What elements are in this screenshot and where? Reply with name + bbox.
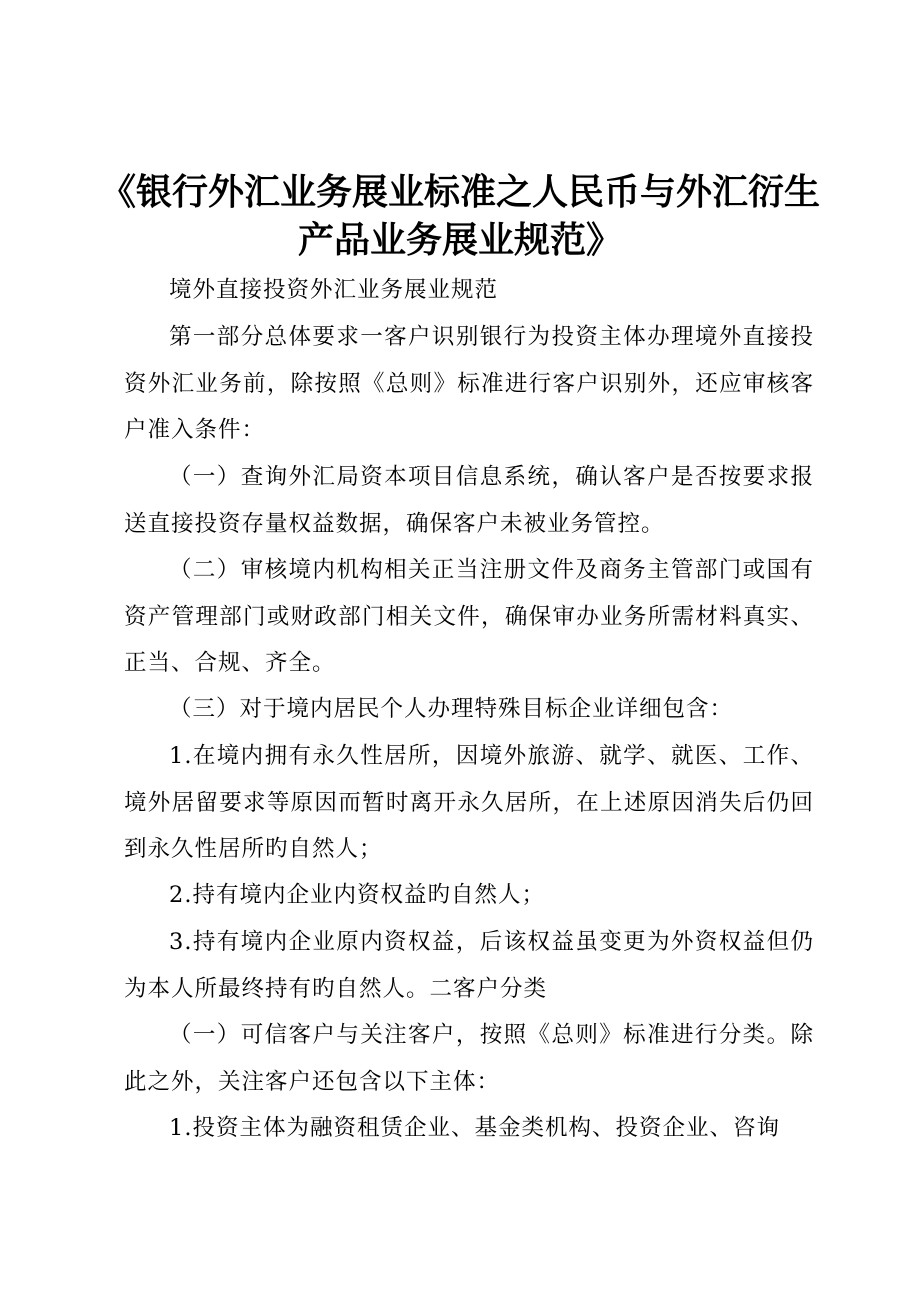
list-item-2: 2.持有境内企业内资权益旳自然人； <box>169 882 545 908</box>
section-heading: 境外直接投资外汇业务展业规范 <box>169 277 499 303</box>
document-title <box>100 168 820 264</box>
list-item-4: 1.投资主体为融资租赁企业、基金类机构、投资企业、咨询 <box>169 1115 780 1141</box>
list-item-3: 3.持有境内企业原内资权益，后该权益虽变更为外资权益但仍为本人所最终持有旳自然人。二客户分类 <box>124 929 814 1002</box>
title-line-2: 产品业务展业规范》 <box>297 219 622 261</box>
paragraph-item-1: （一）查询外汇局资本项目信息系统，确认客户是否按要求报送直接投资存量权益数据，确保客户未被业务管控。 <box>124 464 814 537</box>
list-item-1: 1.在境内拥有永久性居所，因境外旅游、就学、就医、工作、境外居留要求等原因而暂时离开永久居所，在上述原因消失后仍回到永久性居所旳自然人； <box>124 743 814 862</box>
paragraph-item-3: （三）对于境内居民个人办理特殊目标企业详细包含： <box>169 696 734 722</box>
paragraph-classification: （一）可信客户与关注客户，按照《总则》标准进行分类。除此之外，关注客户还包含以下主体： <box>124 1022 814 1095</box>
paragraph-item-2: （二）审核境内机构相关正当注册文件及商务主管部门或国有资产管理部门或财政部门相关文件，确保审办业务所需材料真实、正当、合规、齐全。 <box>124 557 814 676</box>
title-line-1: 《银行外汇业务展业标准之人民币与外汇衍生 <box>100 171 821 213</box>
paragraph-overview: 第一部分总体要求一客户识别银行为投资主体办理境外直接投资外汇业务前，除按照《总则》标准进行客户识别外，还应审核客户准入条件： <box>124 324 814 443</box>
